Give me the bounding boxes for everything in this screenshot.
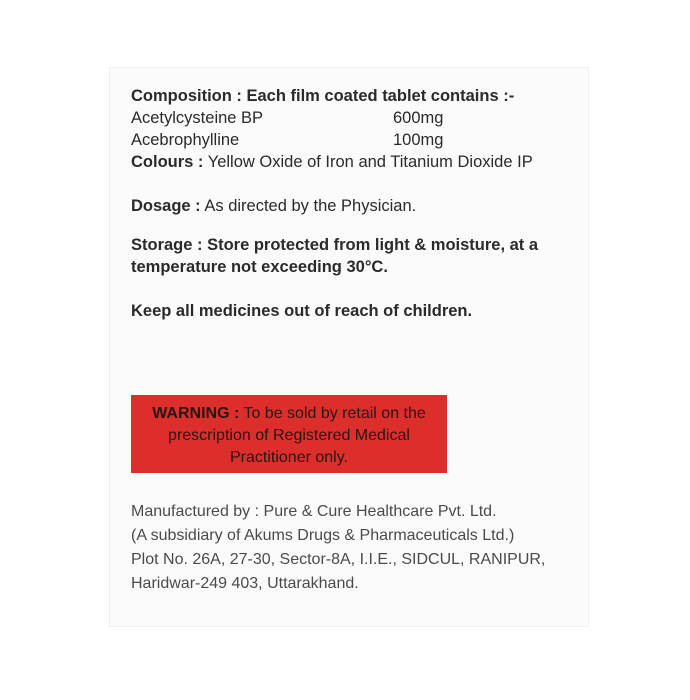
manufacturer-line-4: Haridwar-249 403, Uttarakhand. xyxy=(131,575,359,592)
manufacturer-line-2: (A subsidiary of Akums Drugs & Pharmaceuticals Ltd.) xyxy=(131,527,515,544)
ingredient-amount: 100mg xyxy=(393,131,444,149)
composition-item xyxy=(131,107,581,129)
warning-text-1: To be sold by retail on the xyxy=(243,405,426,422)
ingredient-amount: 600mg xyxy=(393,109,444,127)
manufacturer-line-1: Manufactured by : Pure & Cure Healthcare Pvt. Ltd. xyxy=(131,503,497,520)
ingredient-name: Acetylcysteine BP xyxy=(131,109,264,127)
colours-label: Colours : xyxy=(131,153,204,171)
dosage-label: Dosage : xyxy=(131,197,201,215)
warning-text-2: prescription of Registered Medical xyxy=(168,427,410,444)
colours-line xyxy=(131,151,581,173)
composition-heading: Composition : Each film coated tablet contains :- xyxy=(131,87,515,105)
keep-away-notice: Keep all medicines out of reach of children. xyxy=(131,302,473,320)
dosage-text: As directed by the Physician. xyxy=(204,197,417,215)
warning-box xyxy=(131,395,447,473)
manufacturer-block xyxy=(131,500,545,596)
composition-item xyxy=(131,129,581,151)
dosage-line xyxy=(131,195,581,217)
manufacturer-line-3: Plot No. 26A, 27-30, Sector-8A, I.I.E., SIDCUL, RANIPUR, xyxy=(131,551,546,568)
warning-label: WARNING : xyxy=(152,405,240,422)
storage-line-1: Storage : Store protected from light & moisture, at a xyxy=(131,236,539,254)
ingredient-name: Acebrophylline xyxy=(131,131,240,149)
colours-text: Yellow Oxide of Iron and Titanium Dioxide IP xyxy=(207,153,533,171)
label-panel xyxy=(110,68,588,626)
storage-line-2: temperature not exceeding 30°C. xyxy=(131,258,388,276)
warning-line-1 xyxy=(131,403,447,425)
label-content xyxy=(131,85,581,322)
warning-text-3: Practitioner only. xyxy=(230,449,348,466)
